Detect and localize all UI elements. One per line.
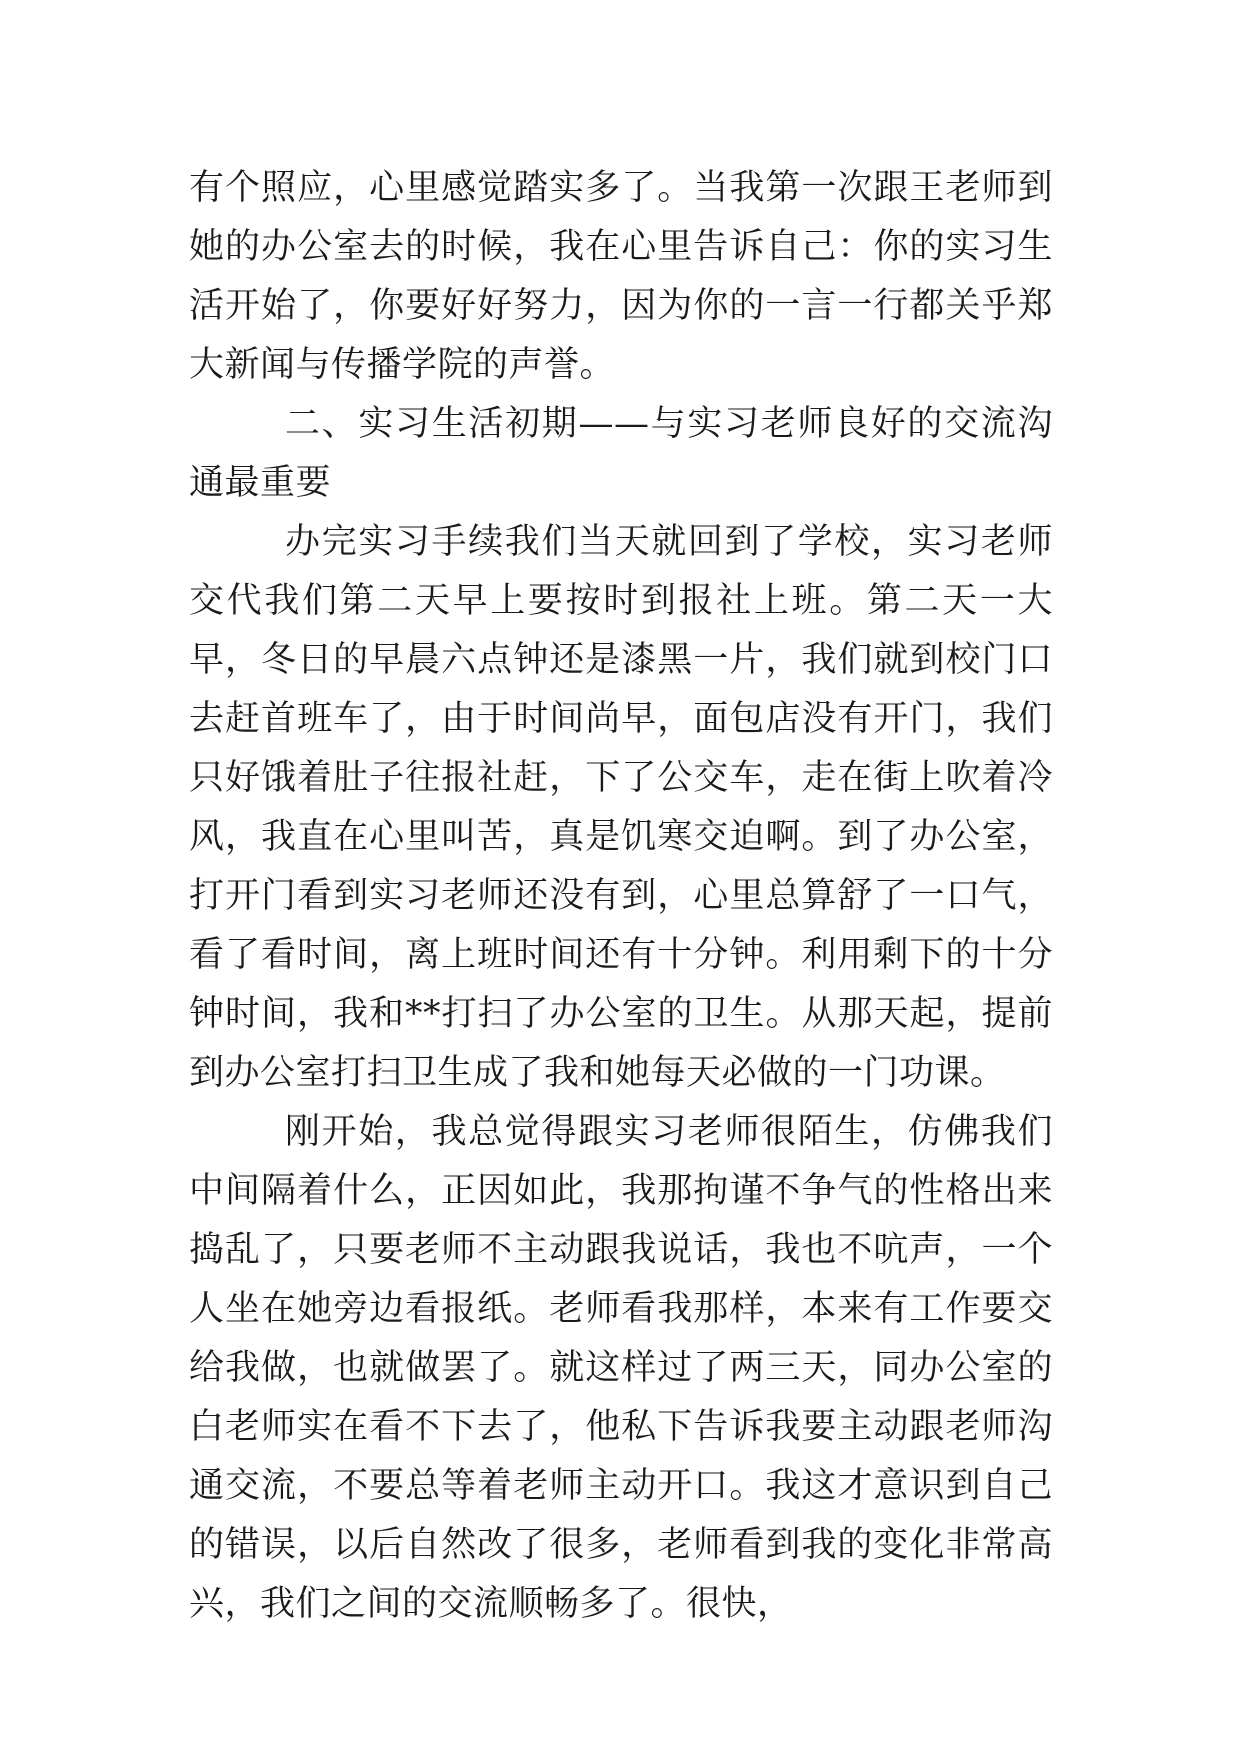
document-body [189,159,1053,1634]
paragraph-communication: 刚开始，我总觉得跟实习老师很陌生，仿佛我们中间隔着什么，正因如此，我那拘谨不争气的性格出来捣乱了，只要老师不主动跟我说话，我也不吭声，一个人坐在她旁边看报纸。老师看我那样，本来有工作要交给我做，也就做罢了。就这样过了两三天，同办公室的白老师实在看不下去了，他私下告诉我要主动跟老师沟通交流，不要总等着老师主动开口。我这才意识到自己的错误，以后自然改了很多，老师看到我的变化非常高兴，我们之间的交流顺畅多了。很快， [189,1112,1053,1624]
section-heading: 二、实习生活初期——与实习老师良好的交流沟通最重要 [189,404,1053,503]
paragraph-first-day: 办完实习手续我们当天就回到了学校，实习老师交代我们第二天早上要按时到报社上班。第二天一大早，冬日的早晨六点钟还是漆黑一片，我们就到校门口去赶首班车了，由于时间尚早，面包店没有开门，我们只好饿着肚子往报社赶，下了公交车，走在街上吹着冷风，我直在心里叫苦，真是饥寒交迫啊。到了办公室，打开门看到实习老师还没有到，心里总算舒了一口气，看了看时间，离上班时间还有十分钟。利用剩下的十分钟时间，我和**打扫了办公室的卫生。从那天起，提前到办公室打扫卫生成了我和她每天必做的一门功课。 [189,522,1053,1093]
paragraph-continuation: 有个照应，心里感觉踏实多了。当我第一次跟王老师到她的办公室去的时候，我在心里告诉自己：你的实习生活开始了，你要好好努力，因为你的一言一行都关乎郑大新闻与传播学院的声誉。 [189,168,1053,385]
